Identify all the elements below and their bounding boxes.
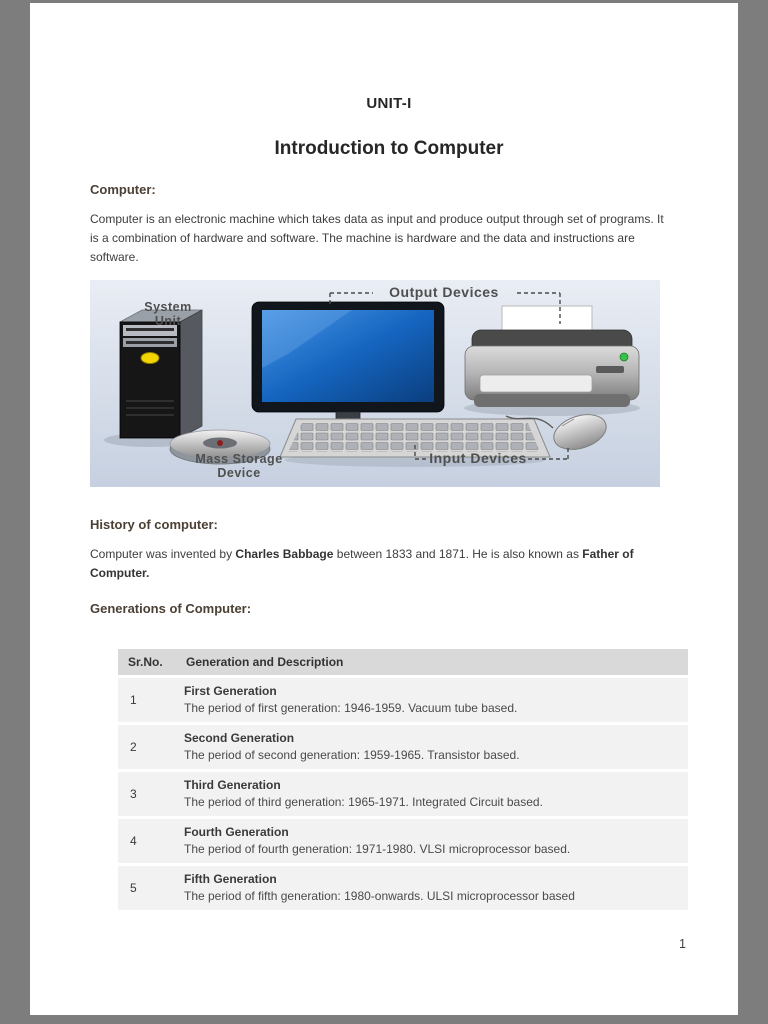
row-description-cell bbox=[176, 677, 688, 724]
row-number: 1 bbox=[118, 677, 176, 724]
system-unit-label-line1: System bbox=[144, 300, 192, 314]
row-description-cell bbox=[176, 818, 688, 865]
mass-storage-label bbox=[176, 452, 302, 480]
system-unit-label bbox=[126, 300, 210, 328]
table-header-row bbox=[118, 649, 688, 677]
mass-storage-label-line2: Device bbox=[217, 466, 261, 480]
history-bold-charles-babbage: Charles Babbage bbox=[235, 547, 334, 561]
table-row bbox=[118, 818, 688, 865]
document-page bbox=[30, 3, 738, 1015]
unit-title: UNIT-I bbox=[366, 95, 412, 112]
generation-description: The period of third generation: 1965-1971. Integrated Circuit based. bbox=[184, 795, 543, 809]
history-heading: History of computer: bbox=[90, 517, 218, 532]
row-description-cell bbox=[176, 724, 688, 771]
generation-description: The period of fifth generation: 1980-onwards. ULSI microprocessor based bbox=[184, 889, 575, 903]
row-number: 3 bbox=[118, 771, 176, 818]
computer-paragraph: Computer is an electronic machine which takes data as input and produce output through set of programs. It is a combination of hardware and software. The machine is hardware and the data and instructions are software. bbox=[90, 212, 664, 264]
generation-title: Second Generation bbox=[184, 731, 295, 745]
history-text-2: between 1833 and 1871. He is also known as bbox=[333, 547, 583, 561]
generation-title: Third Generation bbox=[184, 778, 281, 792]
input-devices-label: Input Devices bbox=[429, 450, 527, 466]
system-unit-tower bbox=[120, 310, 202, 438]
row-number: 4 bbox=[118, 818, 176, 865]
generations-heading: Generations of Computer: bbox=[90, 601, 252, 616]
output-devices-label: Output Devices bbox=[389, 284, 499, 300]
table-row bbox=[118, 771, 688, 818]
generation-title: First Generation bbox=[184, 684, 277, 698]
generation-description: The period of first generation: 1946-1959. Vacuum tube based. bbox=[184, 701, 518, 715]
mass-storage-label-line1: Mass Storage bbox=[195, 452, 283, 466]
computer-heading: Computer: bbox=[90, 182, 156, 197]
generation-description: The period of second generation: 1959-1965. Transistor based. bbox=[184, 748, 520, 762]
row-description-cell bbox=[176, 771, 688, 818]
computer-components-figure bbox=[90, 280, 660, 487]
generation-title: Fifth Generation bbox=[184, 872, 277, 886]
document-title: Introduction to Computer bbox=[274, 138, 504, 159]
table-row bbox=[118, 677, 688, 724]
history-bold-father-of-computer: Father of Computer. bbox=[90, 547, 634, 580]
page-content bbox=[30, 95, 738, 913]
history-paragraph bbox=[90, 545, 665, 583]
generations-table bbox=[118, 649, 688, 913]
row-number: 5 bbox=[118, 865, 176, 912]
system-unit-label-line2: Unit bbox=[154, 314, 182, 328]
table-row bbox=[118, 724, 688, 771]
history-text-1: Computer was invented by bbox=[90, 547, 236, 561]
table-row bbox=[118, 865, 688, 912]
page-number: 1 bbox=[679, 937, 686, 951]
table-header-description: Generation and Description bbox=[176, 649, 688, 677]
row-number: 2 bbox=[118, 724, 176, 771]
generation-description: The period of fourth generation: 1971-1980. VLSI microprocessor based. bbox=[184, 842, 571, 856]
table-header-srno: Sr.No. bbox=[118, 649, 176, 677]
generation-title: Fourth Generation bbox=[184, 825, 289, 839]
row-description-cell bbox=[176, 865, 688, 912]
